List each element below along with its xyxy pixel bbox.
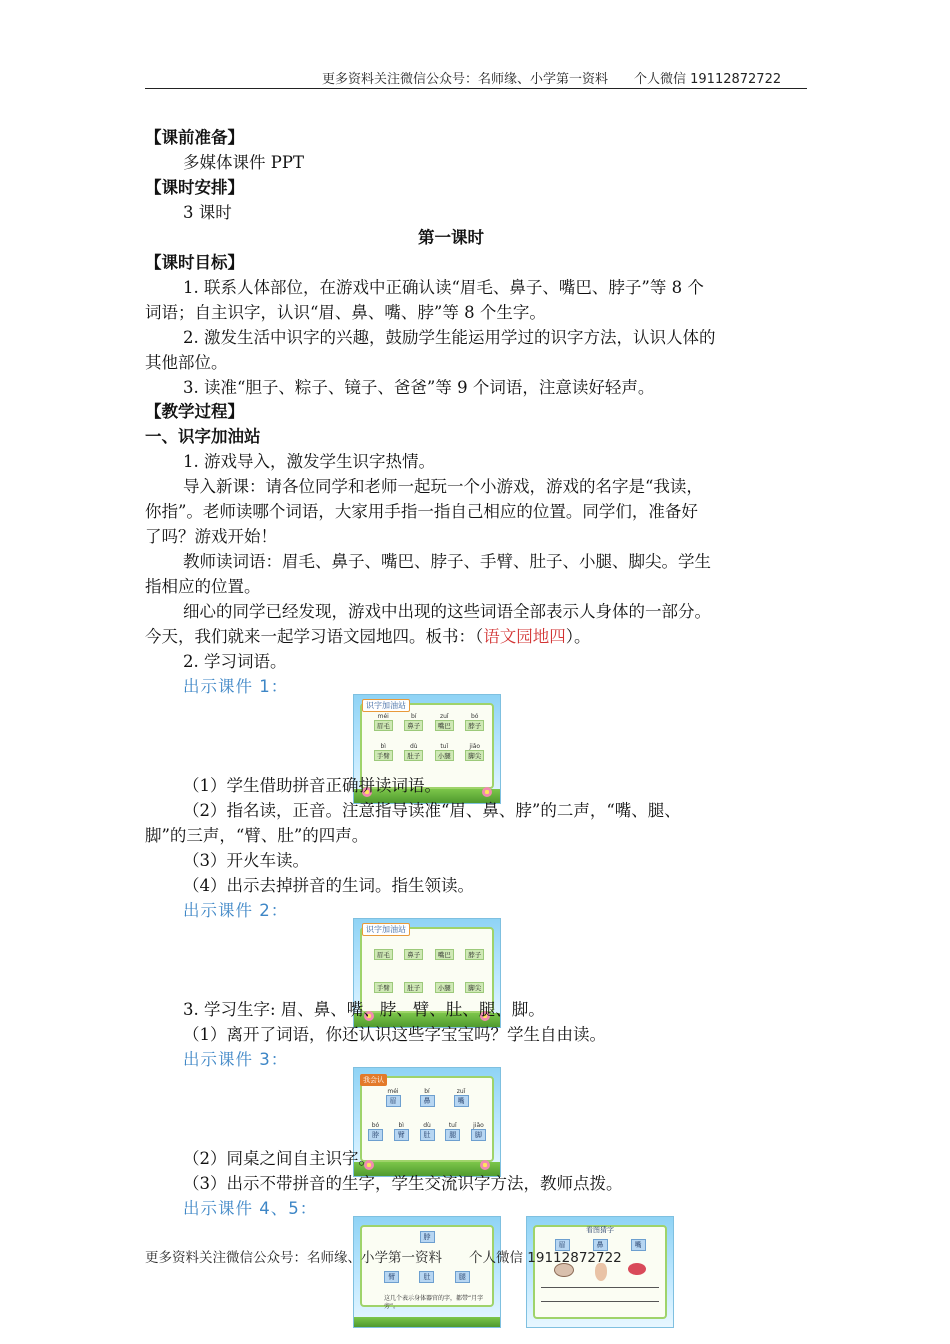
char-card: 臂 bbox=[394, 1129, 409, 1141]
pinyin-label: bó bbox=[471, 713, 479, 720]
pinyin-label: bó bbox=[371, 1122, 380, 1129]
char-card: 脚 bbox=[471, 1129, 486, 1141]
word-cell bbox=[368, 949, 399, 960]
courseware-slide-5 bbox=[526, 1216, 674, 1328]
pinyin-label: jiǎo bbox=[469, 743, 481, 750]
char-card: 嘴 bbox=[631, 1239, 646, 1251]
char-card: 臂 bbox=[384, 1271, 399, 1283]
substep-2-4: （4）出示去掉拼音的生词。指生领读。 bbox=[183, 876, 474, 895]
grass-decoration bbox=[354, 1317, 500, 1327]
intro-para-end: 了吗？游戏开始！ bbox=[145, 527, 277, 546]
pinyin-label: méi bbox=[387, 1088, 399, 1095]
char-row bbox=[374, 1271, 480, 1283]
char-cell bbox=[386, 1088, 401, 1107]
slide-title: 识字加油站 bbox=[362, 699, 410, 712]
word-card: 眉毛 bbox=[374, 949, 393, 960]
prep-heading: 【课前准备】 bbox=[145, 128, 244, 147]
word-card: 小腿 bbox=[435, 982, 454, 993]
word-card: 脚尖 bbox=[465, 982, 484, 993]
char-card: 鼻 bbox=[593, 1239, 608, 1251]
prep-content: 多媒体课件 PPT bbox=[183, 153, 304, 172]
word-cell bbox=[429, 982, 460, 993]
word-card: 手臂 bbox=[374, 750, 393, 761]
char-cell bbox=[394, 1122, 409, 1141]
word-card: 脖子 bbox=[465, 949, 484, 960]
word-card: 肚子 bbox=[404, 750, 423, 761]
intro-para-cont: 你指”。老师读哪个词语，大家用手指一指自己相应的位置。同学们，准备好 bbox=[145, 502, 698, 521]
pinyin-label: bì bbox=[398, 1122, 404, 1129]
schedule-content: 3 课时 bbox=[183, 203, 232, 222]
step-2: 2. 学习词语。 bbox=[183, 652, 287, 671]
teacher-reads: 教师读词语：眉毛、鼻子、嘴巴、脖子、手臂、肚子、小腿、脚尖。学生 bbox=[183, 552, 711, 571]
pinyin-label: méi bbox=[377, 713, 389, 720]
word-cell bbox=[460, 713, 491, 731]
goal-1: 1. 联系人体部位，在游戏中正确认读“眉毛、鼻子、嘴巴、脖子”等 8 个 bbox=[183, 278, 704, 297]
teacher-reads-cont: 指相应的位置。 bbox=[145, 577, 261, 596]
char-card: 眉 bbox=[555, 1239, 570, 1251]
observe-para: 细心的同学已经发现，游戏中出现的这些词语全部表示人身体的一部分。 bbox=[183, 602, 711, 621]
slide-title: 识字加油站 bbox=[362, 923, 410, 936]
word-card: 嘴巴 bbox=[435, 949, 454, 960]
substep-2-2-cont: 脚”的三声，“臂、肚”的四声。 bbox=[145, 826, 369, 845]
word-card: 小腿 bbox=[435, 750, 454, 761]
word-card: 脚尖 bbox=[465, 750, 484, 761]
char-card: 嘴 bbox=[454, 1095, 469, 1107]
evolution-line bbox=[541, 1301, 659, 1302]
char-row bbox=[368, 1122, 486, 1141]
pinyin-label: dù bbox=[409, 743, 418, 750]
word-card: 脖子 bbox=[465, 720, 484, 731]
word-cell bbox=[399, 982, 430, 993]
goal-2: 2. 激发生活中识字的兴趣，鼓励学生能运用学过的识字方法，认识人体的 bbox=[183, 328, 716, 347]
substep-2-3: （3）开火车读。 bbox=[183, 851, 309, 870]
ppt-label-3: 出示课件 3： bbox=[183, 1050, 289, 1069]
pinyin-label: bí bbox=[411, 713, 417, 720]
char-card: 腿 bbox=[445, 1129, 460, 1141]
word-cell bbox=[429, 949, 460, 960]
word-cell bbox=[429, 743, 460, 761]
word-cell bbox=[460, 743, 491, 761]
word-cell bbox=[460, 949, 491, 960]
word-grid bbox=[368, 713, 490, 761]
step-1: 1. 游戏导入，激发学生识字热情。 bbox=[183, 452, 435, 471]
slide-title: 看图猜字 bbox=[586, 1226, 614, 1234]
slide-title: 我会认 bbox=[360, 1074, 387, 1086]
word-cell bbox=[460, 982, 491, 993]
intro-para: 导入新课：请各位同学和老师一起玩一个小游戏，游戏的名字是“我读， bbox=[183, 477, 703, 496]
substep-2-2: （2）指名读，正音。注意指导读准“眉、鼻、脖”的二声，“嘴、腿、 bbox=[183, 801, 681, 820]
evolution-line bbox=[541, 1287, 659, 1288]
word-grid bbox=[368, 949, 490, 993]
step-3: 3. 学习生字: 眉、鼻、嘴、脖、臂、肚、腿、脚。 bbox=[183, 1000, 545, 1019]
char-card: 脖 bbox=[368, 1129, 383, 1141]
observe-para-cont bbox=[145, 625, 805, 649]
word-card: 肚子 bbox=[404, 982, 423, 993]
word-cell bbox=[399, 743, 430, 761]
lesson-title: 第一课时 bbox=[418, 228, 484, 247]
char-card: 脖 bbox=[420, 1231, 435, 1243]
schedule-heading: 【课时安排】 bbox=[145, 178, 244, 197]
char-cell bbox=[420, 1088, 435, 1107]
word-cell bbox=[429, 713, 460, 731]
substep-3-3: （3）出示不带拼音的生字，学生交流识字方法，教师点拨。 bbox=[183, 1174, 623, 1193]
ppt-label-2: 出示课件 2： bbox=[183, 901, 289, 920]
word-card: 手臂 bbox=[374, 982, 393, 993]
ppt-label-4-5: 出示课件 4、5： bbox=[183, 1199, 318, 1218]
pinyin-label: dù bbox=[423, 1122, 431, 1129]
pinyin-label: tuǐ bbox=[440, 743, 449, 750]
observe-text-post: ）。 bbox=[565, 627, 591, 646]
word-card: 鼻子 bbox=[404, 720, 423, 731]
process-heading: 【教学过程】 bbox=[145, 402, 244, 421]
char-card: 腿 bbox=[455, 1271, 470, 1283]
substep-2-1: （1）学生借助拼音正确拼读词语。 bbox=[183, 776, 441, 795]
mouth-icon bbox=[628, 1263, 646, 1275]
goal-2-cont: 其他部位。 bbox=[145, 353, 228, 372]
char-card: 肚 bbox=[419, 1271, 434, 1283]
pinyin-label: bí bbox=[424, 1088, 430, 1095]
pinyin-label: tuǐ bbox=[448, 1122, 457, 1129]
substep-3-2: （2）同桌之间自主识字。 bbox=[183, 1149, 375, 1168]
substep-3-1: （1）离开了词语，你还认识这些字宝宝吗？学生自由读。 bbox=[183, 1025, 606, 1044]
word-cell bbox=[399, 713, 430, 731]
word-card: 嘴巴 bbox=[435, 720, 454, 731]
char-row bbox=[376, 1088, 478, 1107]
word-card: 眉毛 bbox=[374, 720, 393, 731]
board-title: 语文园地四 bbox=[483, 627, 566, 646]
char-cell bbox=[445, 1122, 460, 1141]
word-cell bbox=[368, 982, 399, 993]
observe-text-pre: 今天，我们就来一起学习语文园地四。板书：（ bbox=[145, 627, 484, 646]
pinyin-label: bì bbox=[380, 743, 386, 750]
char-cell bbox=[368, 1122, 383, 1141]
pinyin-label: zuǐ bbox=[439, 713, 449, 720]
char-card: 肚 bbox=[420, 1129, 435, 1141]
char-cell bbox=[471, 1122, 486, 1141]
pinyin-label: jiǎo bbox=[473, 1122, 484, 1129]
char-card: 眉 bbox=[386, 1095, 401, 1107]
goal-3: 3. 读准“胆子、粽子、镜子、爸爸”等 9 个词语，注意读好轻声。 bbox=[183, 378, 655, 397]
header-divider bbox=[145, 88, 807, 89]
char-cell bbox=[420, 1122, 435, 1141]
pinyin-label: zuǐ bbox=[456, 1088, 466, 1095]
page-footer: 更多资料关注微信公众号：名师缘、小学第一资料 个人微信 19112872722 bbox=[145, 1250, 622, 1266]
part1-heading: 一、识字加油站 bbox=[145, 427, 261, 446]
word-cell bbox=[399, 949, 430, 960]
char-cell bbox=[454, 1088, 469, 1107]
goals-heading: 【课时目标】 bbox=[145, 253, 244, 272]
word-card: 鼻子 bbox=[404, 949, 423, 960]
word-cell bbox=[368, 713, 399, 731]
page-header: 更多资料关注微信公众号：名师缘、小学第一资料 个人微信 19112872722 bbox=[322, 72, 782, 87]
char-row bbox=[354, 1231, 500, 1243]
goal-1-cont: 词语；自主识字，认识“眉、鼻、嘴、脖”等 8 个生字。 bbox=[145, 303, 546, 322]
word-cell bbox=[368, 743, 399, 761]
ppt-label-1: 出示课件 1： bbox=[183, 677, 289, 696]
courseware-slide-4 bbox=[353, 1216, 501, 1328]
char-card: 鼻 bbox=[420, 1095, 435, 1107]
slide-caption: 这几个表示身体器官的字，都带“月字旁”。 bbox=[384, 1295, 484, 1310]
